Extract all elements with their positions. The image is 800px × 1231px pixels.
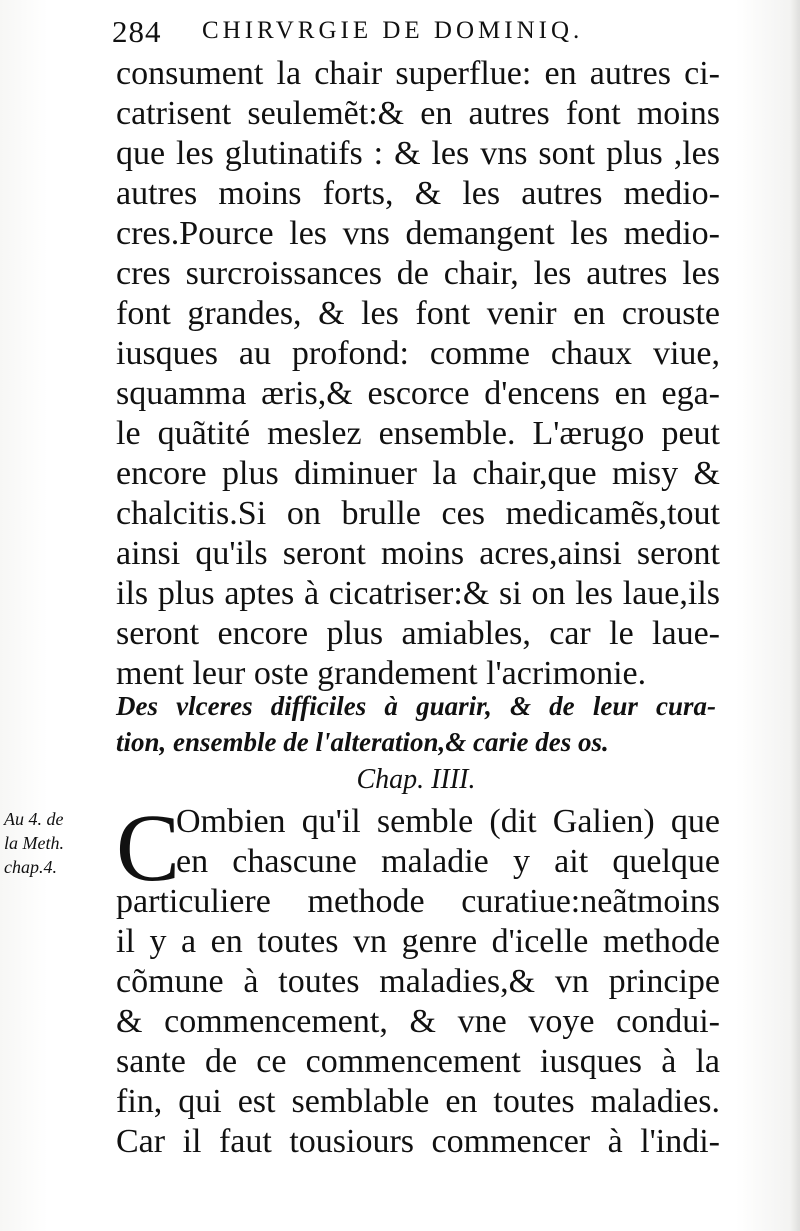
margin-note-line: la Meth. [4,833,64,853]
section-heading-line: Des vlceres difficiles à guarir, & de leur cura- [116,691,716,721]
text-line: chalcitis.Si on brulle ces medicamẽs,tout [116,495,720,532]
text-line: ment leur oste grandement l'acrimonie. [116,655,647,692]
text-line: le quãtité meslez ensemble. L'ærugo peut [116,415,720,452]
text-line: catrisent seulemẽt:& en autres font moins [116,95,720,132]
text-line: encore plus diminuer la chair,que misy & [116,455,720,492]
text-line: squamma æris,& escorce d'encens en ega- [116,375,720,412]
text-line: ils plus aptes à cicatriser:& si on les laue,ils [116,575,720,612]
page-header [112,14,712,54]
section-heading-line: tion, ensemble de l'alteration,& carie des os. [116,727,609,757]
text-line: fin, qui est semblable en toutes maladies. [116,1083,720,1120]
text-line: & commencement, & vne voye condui- [116,1003,720,1040]
text-line: en chascune maladie y ait quelque [176,843,720,880]
text-line: autres moins forts, & les autres medio- [116,175,720,212]
text-line: font grandes, & les font venir en crouste [116,295,720,332]
text-line: sante de ce commencement iusques à la [116,1043,720,1080]
text-line: ainsi qu'ils seront moins acres,ainsi seront [116,535,720,572]
drop-cap: C [116,794,181,901]
text-line: cres surcroissances de chair, les autres les [116,255,720,292]
margin-note-line: chap.4. [4,857,57,877]
text-line: particuliere methode curatiue:neãtmoins [116,883,720,920]
text-line: seront encore plus amiables, car le laue- [116,615,720,652]
text-line: iusques au profond: comme chaux viue, [116,335,720,372]
text-line: Car il faut tousiours commencer à l'indi- [116,1123,720,1160]
text-line: il y a en toutes vn genre d'icelle methode [116,923,720,960]
text-line: cres.Pource les vns demangent les medio- [116,215,720,252]
page-edge-shadow [790,0,800,1231]
text-line: Ombien qu'il semble (dit Galien) que [176,803,720,840]
text-line: que les glutinatifs : & les vns sont plus ,les [116,135,720,172]
text-line: consument la chair superflue: en autres ci- [116,55,720,92]
text-line: cõmune à toutes maladies,& vn principe [116,963,720,1000]
running-title: CHIRVRGIE DE DOMINIQ. [202,17,584,44]
margin-note-line: Au 4. de [4,809,64,829]
margin-note [4,807,114,879]
chapter-label: Chap. IIII. [356,764,476,795]
page-number: 284 [112,14,162,49]
